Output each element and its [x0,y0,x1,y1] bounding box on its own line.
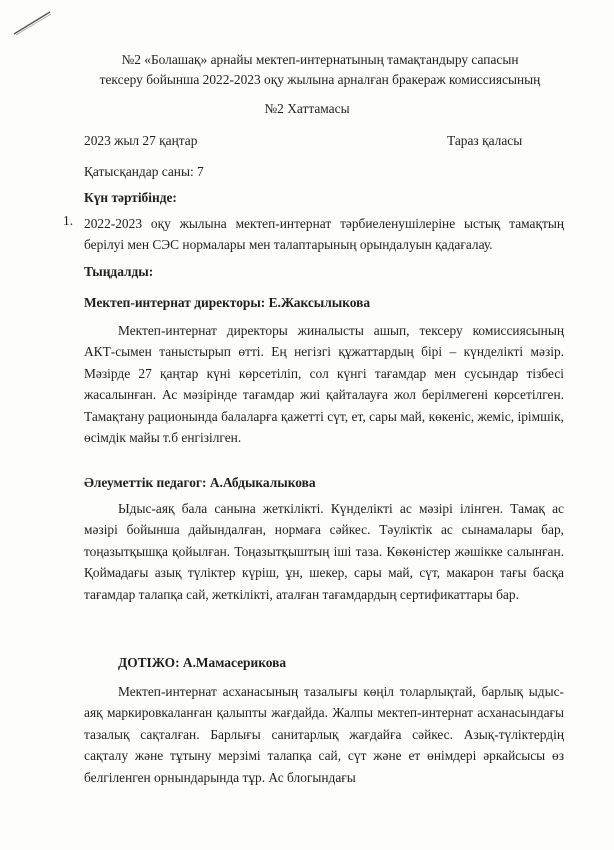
participants-count: Қатысқандар саны: 7 [84,164,204,179]
agenda-item-number: 1. [63,213,74,228]
pen-stroke-mark [10,8,56,38]
meeting-city: Тараз қаласы [447,133,523,148]
agenda-heading: Күн тәртібінде: [84,190,177,205]
document-title [60,50,580,90]
agenda-item-text: 2022-2023 оқу жылына мектеп-интернат тәрбиеленушілеріне ыстық тамақтың берілуі мен СЭС нормалары мен талаптарының орындалуын қадағалау. [84,216,564,252]
protocol-number: №2 Хаттамасы [264,101,350,116]
speaker-text-deputy: Мектеп-интернат асханасының тазалығы көңіл толарлықтай, барлық ыдыс-аяқ маркировкаланған қалыпты жағдайда. Жалпы мектеп-интернат асханасындағы тазалық сақталған. Барлығы санитарлық жағдайға сәйкес. Азық-түліктердің сақталу және тұтыну мерзімі талапқа сай, сүт және ет өнімдері әркайсысы өз белгіленген орнындарында тұр. Ас блогындағы [84,684,564,785]
title-line-2: тексеру бойынша 2022-2023 оқу жылына арналған бракераж комиссиясының [99,72,541,87]
speaker-heading-director: Мектеп-интернат директоры: Е.Жаксылыкова [84,295,371,310]
speaker-text-director: Мектеп-интернат директоры жиналысты ашып, тексеру комиссиясының АКТ-сымен таныстырып өтті. Ең негізгі құжаттардың бірі – күнделікті мәзір. Мәзірде 27 қаңтар күні көрсетіліп, сол күнгі тағамдар мен сусындар тізбесі жасалынған. Ас мәзірінде тағамдар жиі қайталауға жол берілмегені көрсетілген. Тамақтану рационында балаларға қажетті сүт, ет, сары май, көкеніс, жеміс, ірімшік, өсімдік майы т.б енгізілген. [84,323,564,446]
speaker-text-social-pedagogue: Ыдыс-аяқ бала санына жеткілікті. Күнделікті ас мәзірі ілінген. Тамақ ас мәзірі бойынша дайындалған, нормаға сәйкес. Тәуліктік ас сынамалары бар, тоңазытқышқа қойылған. Тоңазытқыштың іші таза. Көкөністер жәшікке салынған. Қоймадағы азық түліктер күріш, ұн, шекер, сары май, сүт, макарон тағы басқа тағамдар талапқа сай, жеткілікті, аталған тағамдардың сертификаттары бар. [84,501,564,602]
speaker-heading-deputy: ДОТІЖО: А.Мамасерикова [118,655,287,670]
listened-heading: Тыңдалды: [84,264,154,279]
meeting-date: 2023 жыл 27 қаңтар [84,133,198,148]
title-line-1: №2 «Болашақ» арнайы мектеп-интернатының тамақтандыру сапасын [121,52,519,67]
speaker-heading-social-pedagogue: Әлеуметтік педагог: А.Абдыкалыкова [84,475,316,490]
